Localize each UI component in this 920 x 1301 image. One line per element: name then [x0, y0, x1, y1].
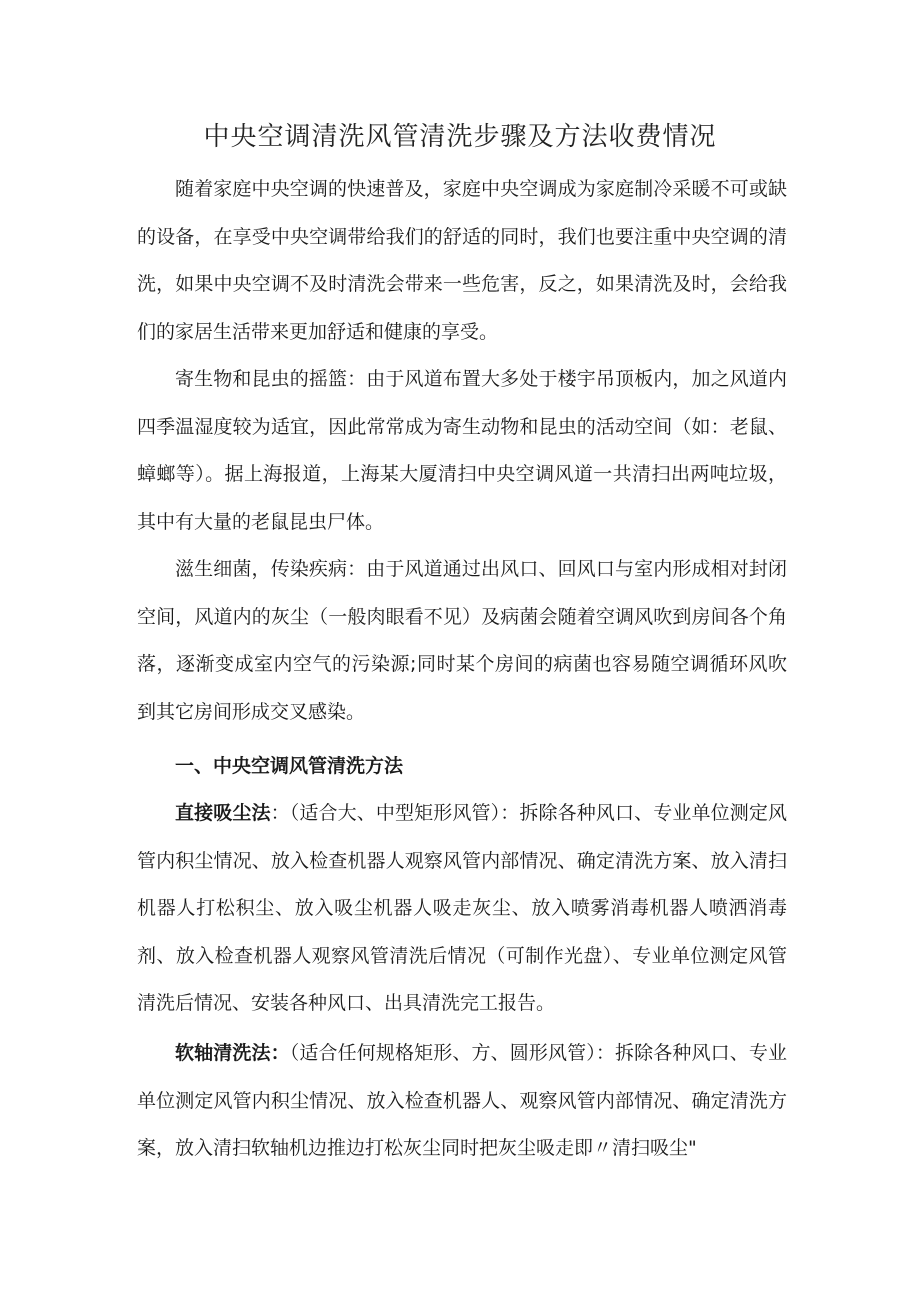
paragraph-direct-vacuum-method — [137, 790, 787, 1028]
paragraph-parasites: 寄生物和昆虫的摇篮：由于风道布置大多处于楼宇吊顶板内，加之风道内四季温湿度较为适宜，因此常常成为寄生动物和昆虫的活动空间（如：老鼠、蟑螂等）。据上海报道，上海某大厦清扫中央空调风道一共清扫出两吨垃圾，其中有大量的老鼠昆虫尸体。 — [137, 368, 787, 533]
method-direct-body: ：（适合大、中型矩形风管）：拆除各种风口、专业单位测定风管内积尘情况、放入检查机器人观察风管内部情况、确定清洗方案、放入清扫机器人打松积尘、放入吸尘机器人吸走灰尘、放入喷雾消毒机器人喷洒消毒剂、放入检查机器人观察风管清洗后情况（可制作光盘）、专业单位测定风管清洗后情况、安装各种风口、出具清洗完工报告。 — [137, 802, 787, 1014]
method-soft-lead: 软轴清洗法： — [175, 1042, 290, 1064]
paragraph-bacteria: 滋生细菌，传染疾病：由于风道通过出风口、回风口与室内形成相对封闭空间，风道内的灰尘（一般肉眼看不见）及病菌会随着空调风吹到房间各个角落，逐渐变成室内空气的污染源;同时某个房间的病菌也容易随空调循环风吹到其它房间形成交叉感染。 — [137, 558, 787, 723]
paragraph-soft-shaft-method — [137, 1030, 787, 1173]
section-heading: 一、中央空调风管清洗方法 — [175, 755, 404, 777]
method-direct-lead: 直接吸尘法 — [175, 802, 271, 824]
method-soft-body: （适合任何规格矩形、方、圆形风管）：拆除各种风口、专业单位测定风管内积尘情况、放入检查机器人、观察风管内部情况、确定清洗方案，放入清扫软轴机边推边打松灰尘同时把灰尘吸走即〃清扫吸尘" — [137, 1042, 787, 1159]
paragraph-intro: 随着家庭中央空调的快速普及，家庭中央空调成为家庭制冷采暖不可或缺的设备，在享受中央空调带给我们的舒适的同时，我们也要注重中央空调的清洗，如果中央空调不及时清洗会带来一些危害，反之，如果清洗及时，会给我们的家居生活带来更加舒适和健康的享受。 — [137, 178, 787, 343]
document-title: 中央空调清洗风管清洗步骤及方法收费情况 — [203, 122, 717, 152]
